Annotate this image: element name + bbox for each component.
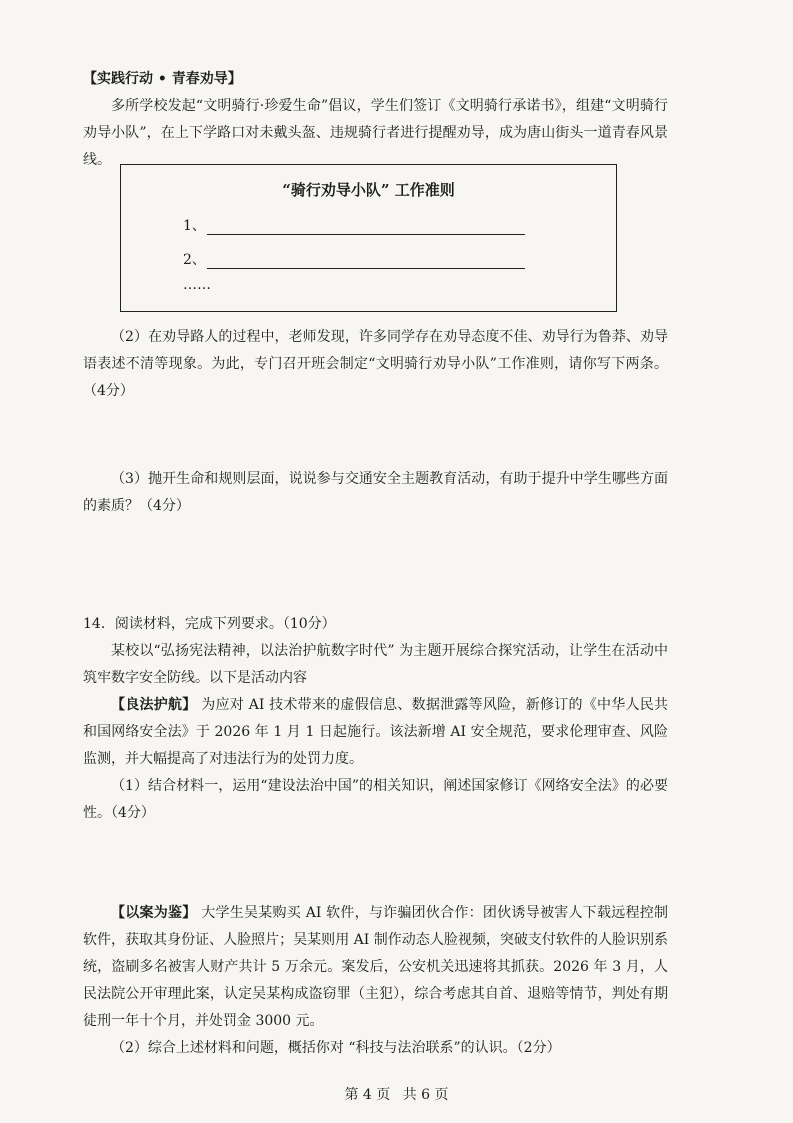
answer-blank-1[interactable]	[207, 234, 525, 235]
rules-box-title: “骑行劝导小队” 工作准则	[282, 181, 455, 199]
practice-section	[83, 66, 668, 174]
question-3: （3）抛开生命和规则层面，说说参与交通安全主题教育活动，有助于提升中学生哪些方面的素质？（4分）	[83, 471, 668, 514]
material-1-text: 为应对 AI 技术带来的虚假信息、数据泄露等风险，新修订的《中华人民共和国网络安全法》于 2026 年 1 月 1 日起施行。该法新增 AI 安全规范，要求伦理审查、风险监测，并大幅提高了对违法行为的处罚力度。	[83, 697, 668, 767]
rule-item-2	[183, 249, 207, 269]
rule-item-1	[183, 215, 207, 235]
question-14-1: （1）结合材料一，运用“建设法治中国”的相关知识，阐述国家修订《网络安全法》的必要性。（4分）	[83, 778, 668, 821]
rule-number-1: 1、	[183, 218, 206, 234]
question-14	[83, 611, 668, 827]
question-14-intro: 某校以“弘扬宪法精神，以法治护航数字时代” 为主题开展综合探究活动，让学生在活动中筑牢数字安全防线。以下是活动内容	[83, 643, 668, 686]
question-14-title: 14．阅读材料，完成下列要求。（10分）	[83, 616, 336, 632]
answer-blank-2[interactable]	[207, 268, 525, 269]
page-number: 第 4 页	[344, 1087, 391, 1103]
material-2	[83, 900, 668, 1035]
case-section	[83, 900, 668, 1062]
material-2-text: 大学生吴某购买 AI 软件，与诈骗团伙合作：团伙诱导被害人下载远程控制软件，获取其身份证、人脸照片；吴某则用 AI 制作动态人脸视频，突破支付软件的人脸识别系统，盗刷多名被害人财产共计 5 万余元。案发后，公安机关迅速将其抓获。2026 年 3 月，人民法院公开审理此案，认定吴某构成盗窃罪（主犯），综合考虑其自首、退赔等情节，判处有期徒刑一年十个月，并处罚金 3000 元。	[83, 905, 668, 1029]
page-total: 共 6 页	[402, 1087, 449, 1103]
rules-box	[120, 164, 617, 312]
material-1-heading: 【良法护航】	[111, 697, 197, 713]
rule-ellipsis: ……	[183, 277, 211, 293]
section-heading: 【实践行动 • 青春劝导】	[83, 71, 242, 87]
page-footer	[0, 1084, 793, 1104]
section-intro: 多所学校发起“文明骑行·珍爱生命”倡议，学生们签订《文明骑行承诺书》，组建“文明骑行劝导小队”，在上下学路口对未戴头盔、违规骑行者进行提醒劝导，成为唐山街头一道青春风景线。	[83, 98, 668, 168]
material-2-heading: 【以案为鉴】	[111, 905, 197, 921]
question-14-2: （2）综合上述材料和问题，概括你对 “科技与法治联系”的认识。（2分）	[111, 1040, 561, 1056]
material-1	[83, 692, 668, 773]
question-2: （2）在劝导路人的过程中，老师发现，许多同学存在劝导态度不佳、劝导行为鲁莽、劝导语表述不清等现象。为此，专门召开班会制定“文明骑行劝导小队”工作准则，请你写下两条。（4分）	[83, 329, 668, 399]
rule-number-2: 2、	[183, 252, 206, 268]
